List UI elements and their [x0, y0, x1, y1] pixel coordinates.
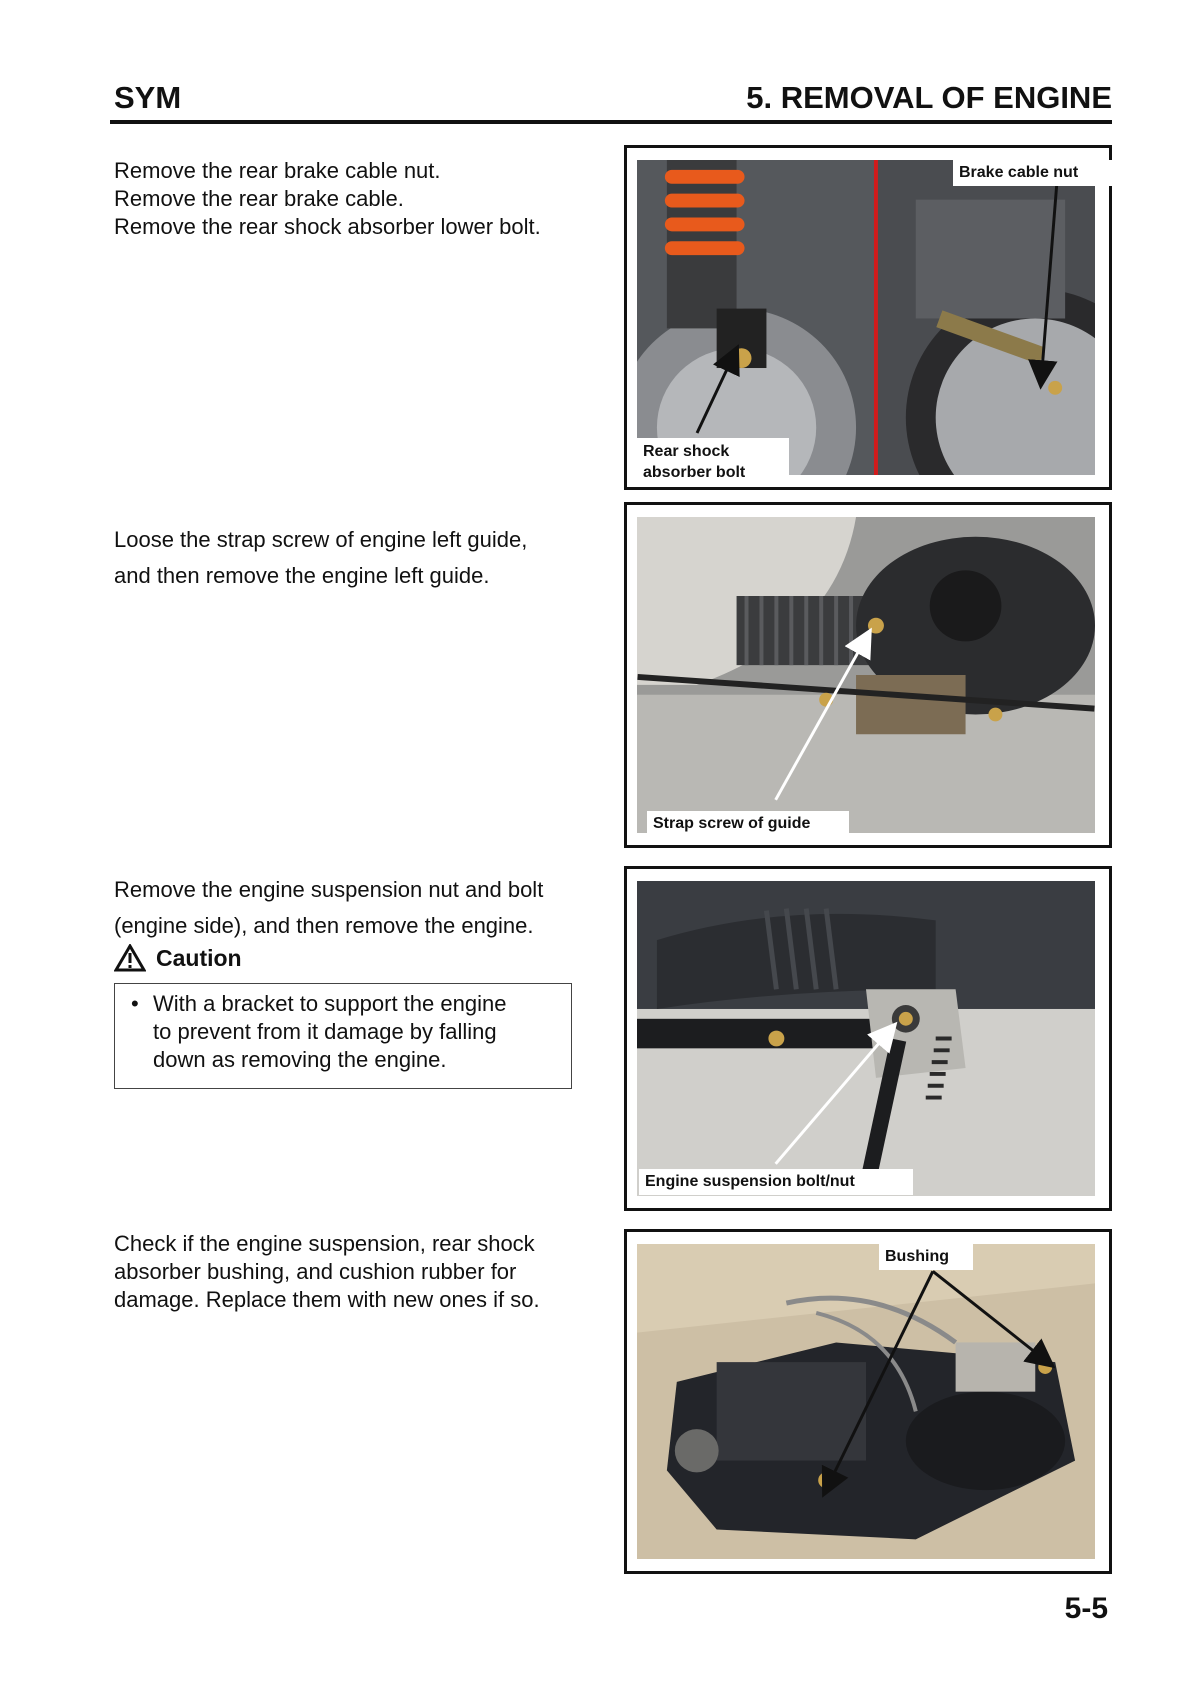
photo-frame-strap-screw — [624, 502, 1112, 848]
warning-triangle-icon — [114, 944, 146, 972]
step-2-text — [114, 522, 594, 594]
strap-screw-illustration — [637, 517, 1095, 833]
step-2-line-2: and then remove the engine left guide. — [114, 563, 490, 588]
section-title: 5. REMOVAL OF ENGINE — [746, 80, 1112, 115]
step-1-line-1: Remove the rear brake cable nut. — [114, 158, 441, 183]
photo-engine-suspension — [637, 881, 1095, 1196]
step-2-line-1: Loose the strap screw of engine left guide, — [114, 527, 528, 552]
label-bushing: Bushing — [879, 1244, 973, 1270]
caution-line-2: to prevent from it damage by falling — [153, 1019, 497, 1044]
header-divider — [110, 120, 1112, 124]
photo-frame-bushing — [624, 1229, 1112, 1574]
step-1-line-3: Remove the rear shock absorber lower bolt. — [114, 214, 541, 239]
photo-bushing — [637, 1244, 1095, 1559]
brake-shock-illustration — [637, 160, 1095, 475]
photo-frame-brake-shock — [624, 145, 1112, 490]
label-engine-suspension: Engine suspension bolt/nut — [639, 1169, 913, 1195]
caution-bullet: • — [131, 991, 139, 1016]
step-3-text — [114, 872, 594, 944]
step-1-line-2: Remove the rear brake cable. — [114, 186, 404, 211]
caution-title: Caution — [156, 944, 242, 971]
label-rear-shock-line-2: absorber bolt — [643, 464, 746, 481]
caution-heading — [114, 944, 242, 972]
photo-frame-engine-suspension — [624, 866, 1112, 1211]
label-rear-shock-line-1: Rear shock — [643, 443, 730, 460]
label-brake-cable-nut: Brake cable nut — [953, 160, 1113, 186]
brand-logo-text: SYM — [114, 80, 182, 115]
label-strap-screw: Strap screw of guide — [647, 811, 849, 837]
step-4-line-2: absorber bushing, and cushion rubber for — [114, 1259, 517, 1284]
caution-line-3: down as removing the engine. — [153, 1047, 447, 1072]
step-3-line-2: (engine side), and then remove the engine. — [114, 913, 534, 938]
label-rear-shock — [637, 438, 789, 486]
caution-text — [153, 990, 559, 1074]
step-1-text — [114, 157, 594, 241]
photo-brake-shock — [637, 160, 1095, 475]
step-4-line-1: Check if the engine suspension, rear shock — [114, 1231, 535, 1256]
bushing-illustration — [637, 1244, 1095, 1559]
caution-line-1: With a bracket to support the engine — [153, 991, 507, 1016]
page-number: 5-5 — [1064, 1592, 1108, 1625]
photo-strap-screw — [637, 517, 1095, 833]
step-4-line-3: damage. Replace them with new ones if so. — [114, 1287, 540, 1312]
step-4-text — [114, 1230, 594, 1314]
engine-suspension-illustration — [637, 881, 1095, 1196]
step-3-line-1: Remove the engine suspension nut and bolt — [114, 877, 544, 902]
caution-box — [114, 983, 572, 1089]
